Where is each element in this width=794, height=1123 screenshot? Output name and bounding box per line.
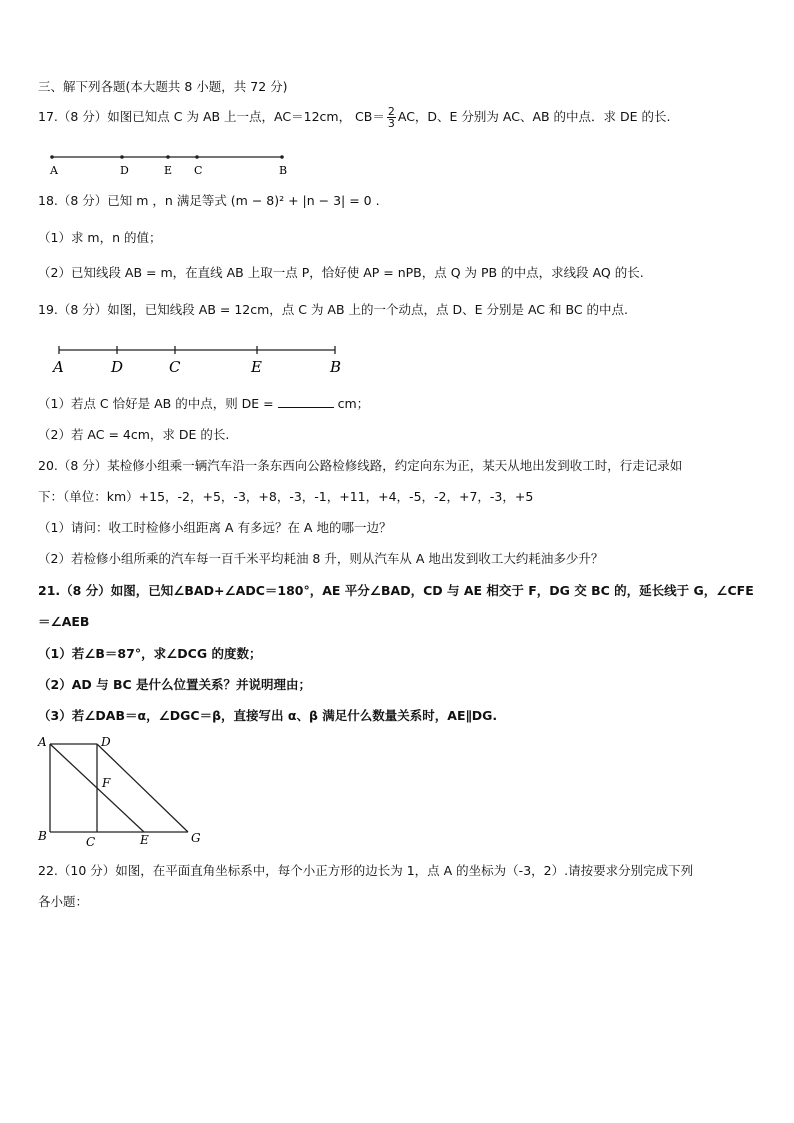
q19-label-e: E	[251, 358, 262, 376]
q19-part1-suffix: cm；	[337, 396, 370, 411]
q17-label-b: B	[279, 164, 288, 177]
q21-part3: （3）若∠DAB＝α，∠DGC＝β，直接写出 α、β 满足什么数量关系时，AE∥DG.	[38, 708, 498, 723]
q17-tail: AC，D、E 分别为 AC、AB 的中点．求 DE 的长.	[397, 109, 671, 124]
q17-label-c: C	[194, 164, 203, 177]
question-18-text: 18.（8 分）已知 m ，n 满足等式 (m − 8)² + |n − 3| = 0 .	[38, 193, 380, 208]
q21-part1: （1）若∠B＝87°，求∠DCG 的度数；	[38, 646, 262, 661]
q17-frac-num: 2	[387, 105, 395, 118]
q21-label-b: B	[38, 829, 47, 843]
q21-condition: ＝∠AEB	[38, 614, 90, 629]
q20-record: 下：（单位：km）+15，-2，+5，-3，+8，-3，-1，+11，+4，-5，-2，+7，-3，+5	[38, 489, 534, 504]
q17-head: 17.（8 分）如图已知点 C 为 AB 上一点，AC＝12cm， CB＝	[38, 109, 385, 124]
question-19-text: 19.（8 分）如图，已知线段 AB = 12cm，点 C 为 AB 上的一个动点，点 D、E 分别是 AC 和 BC 的中点.	[38, 302, 629, 317]
q19-segment-figure	[45, 340, 355, 378]
q19-label-c: C	[169, 358, 181, 376]
q21-label-d: D	[101, 735, 111, 749]
q18-part1: （1）求 m，n 的值；	[38, 230, 162, 245]
q17-point-e	[166, 155, 170, 159]
q17-point-a	[50, 155, 54, 159]
q21-label-f: F	[102, 776, 111, 790]
q21-part2: （2）AD 与 BC 是什么位置关系？并说明理由；	[38, 677, 312, 692]
question-21-text: 21.（8 分）如图，已知∠BAD+∠ADC＝180°，AE 平分∠BAD，CD 与 AE 相交于 F，DG 交 BC 的，延长线于 G，∠CFE	[38, 583, 754, 598]
q20-part2: （2）若检修小组所乘的汽车每一百千米平均耗油 8 升，则从汽车从 A 地出发到收工大约耗油多少升？	[38, 551, 604, 566]
q21-geometry-figure	[32, 730, 212, 848]
q21-line-dg	[97, 744, 188, 832]
q19-part1-prefix: （1）若点 C 恰好是 AB 的中点，则 DE =	[38, 396, 274, 411]
q20-part1: （1）请问：收工时检修小组距离 A 有多远？在 A 地的哪一边？	[38, 520, 392, 535]
q17-fraction	[387, 106, 396, 129]
section-title: 三、解下列各题(本大题共 8 小题，共 72 分)	[38, 79, 288, 94]
q17-segment-figure	[40, 148, 300, 182]
q22-continuation: 各小题：	[38, 894, 89, 909]
q19-part1	[38, 395, 369, 413]
q21-label-g: G	[191, 831, 201, 845]
q19-label-a: A	[53, 358, 64, 376]
q21-label-a: A	[38, 735, 47, 749]
q17-label-a: A	[50, 164, 58, 177]
question-22-text: 22.（10 分）如图，在平面直角坐标系中，每个小正方形的边长为 1，点 A 的坐标为（-3，2）.请按要求分别完成下列	[38, 863, 694, 878]
q21-label-e: E	[140, 833, 149, 847]
q17-point-c	[195, 155, 199, 159]
q17-label-d: D	[120, 164, 129, 177]
q21-label-c: C	[86, 835, 96, 848]
q17-label-e: E	[164, 164, 173, 177]
q19-part2: （2）若 AC = 4cm，求 DE 的长.	[38, 427, 230, 442]
q17-point-d	[120, 155, 124, 159]
question-20-text: 20.（8 分）某检修小组乘一辆汽车沿一条东西向公路检修线路，约定向东为正，某天从地出发到收工时，行走记录如	[38, 458, 683, 473]
q17-frac-den: 3	[387, 117, 395, 130]
q19-answer-blank[interactable]	[278, 395, 334, 408]
q19-label-b: B	[330, 358, 342, 376]
q19-label-d: D	[111, 358, 124, 376]
question-17-text	[38, 106, 671, 129]
q17-point-b	[280, 155, 284, 159]
q18-part2: （2）已知线段 AB = m，在直线 AB 上取一点 P，恰好使 AP = nPB，点 Q 为 PB 的中点，求线段 AQ 的长.	[38, 265, 644, 280]
